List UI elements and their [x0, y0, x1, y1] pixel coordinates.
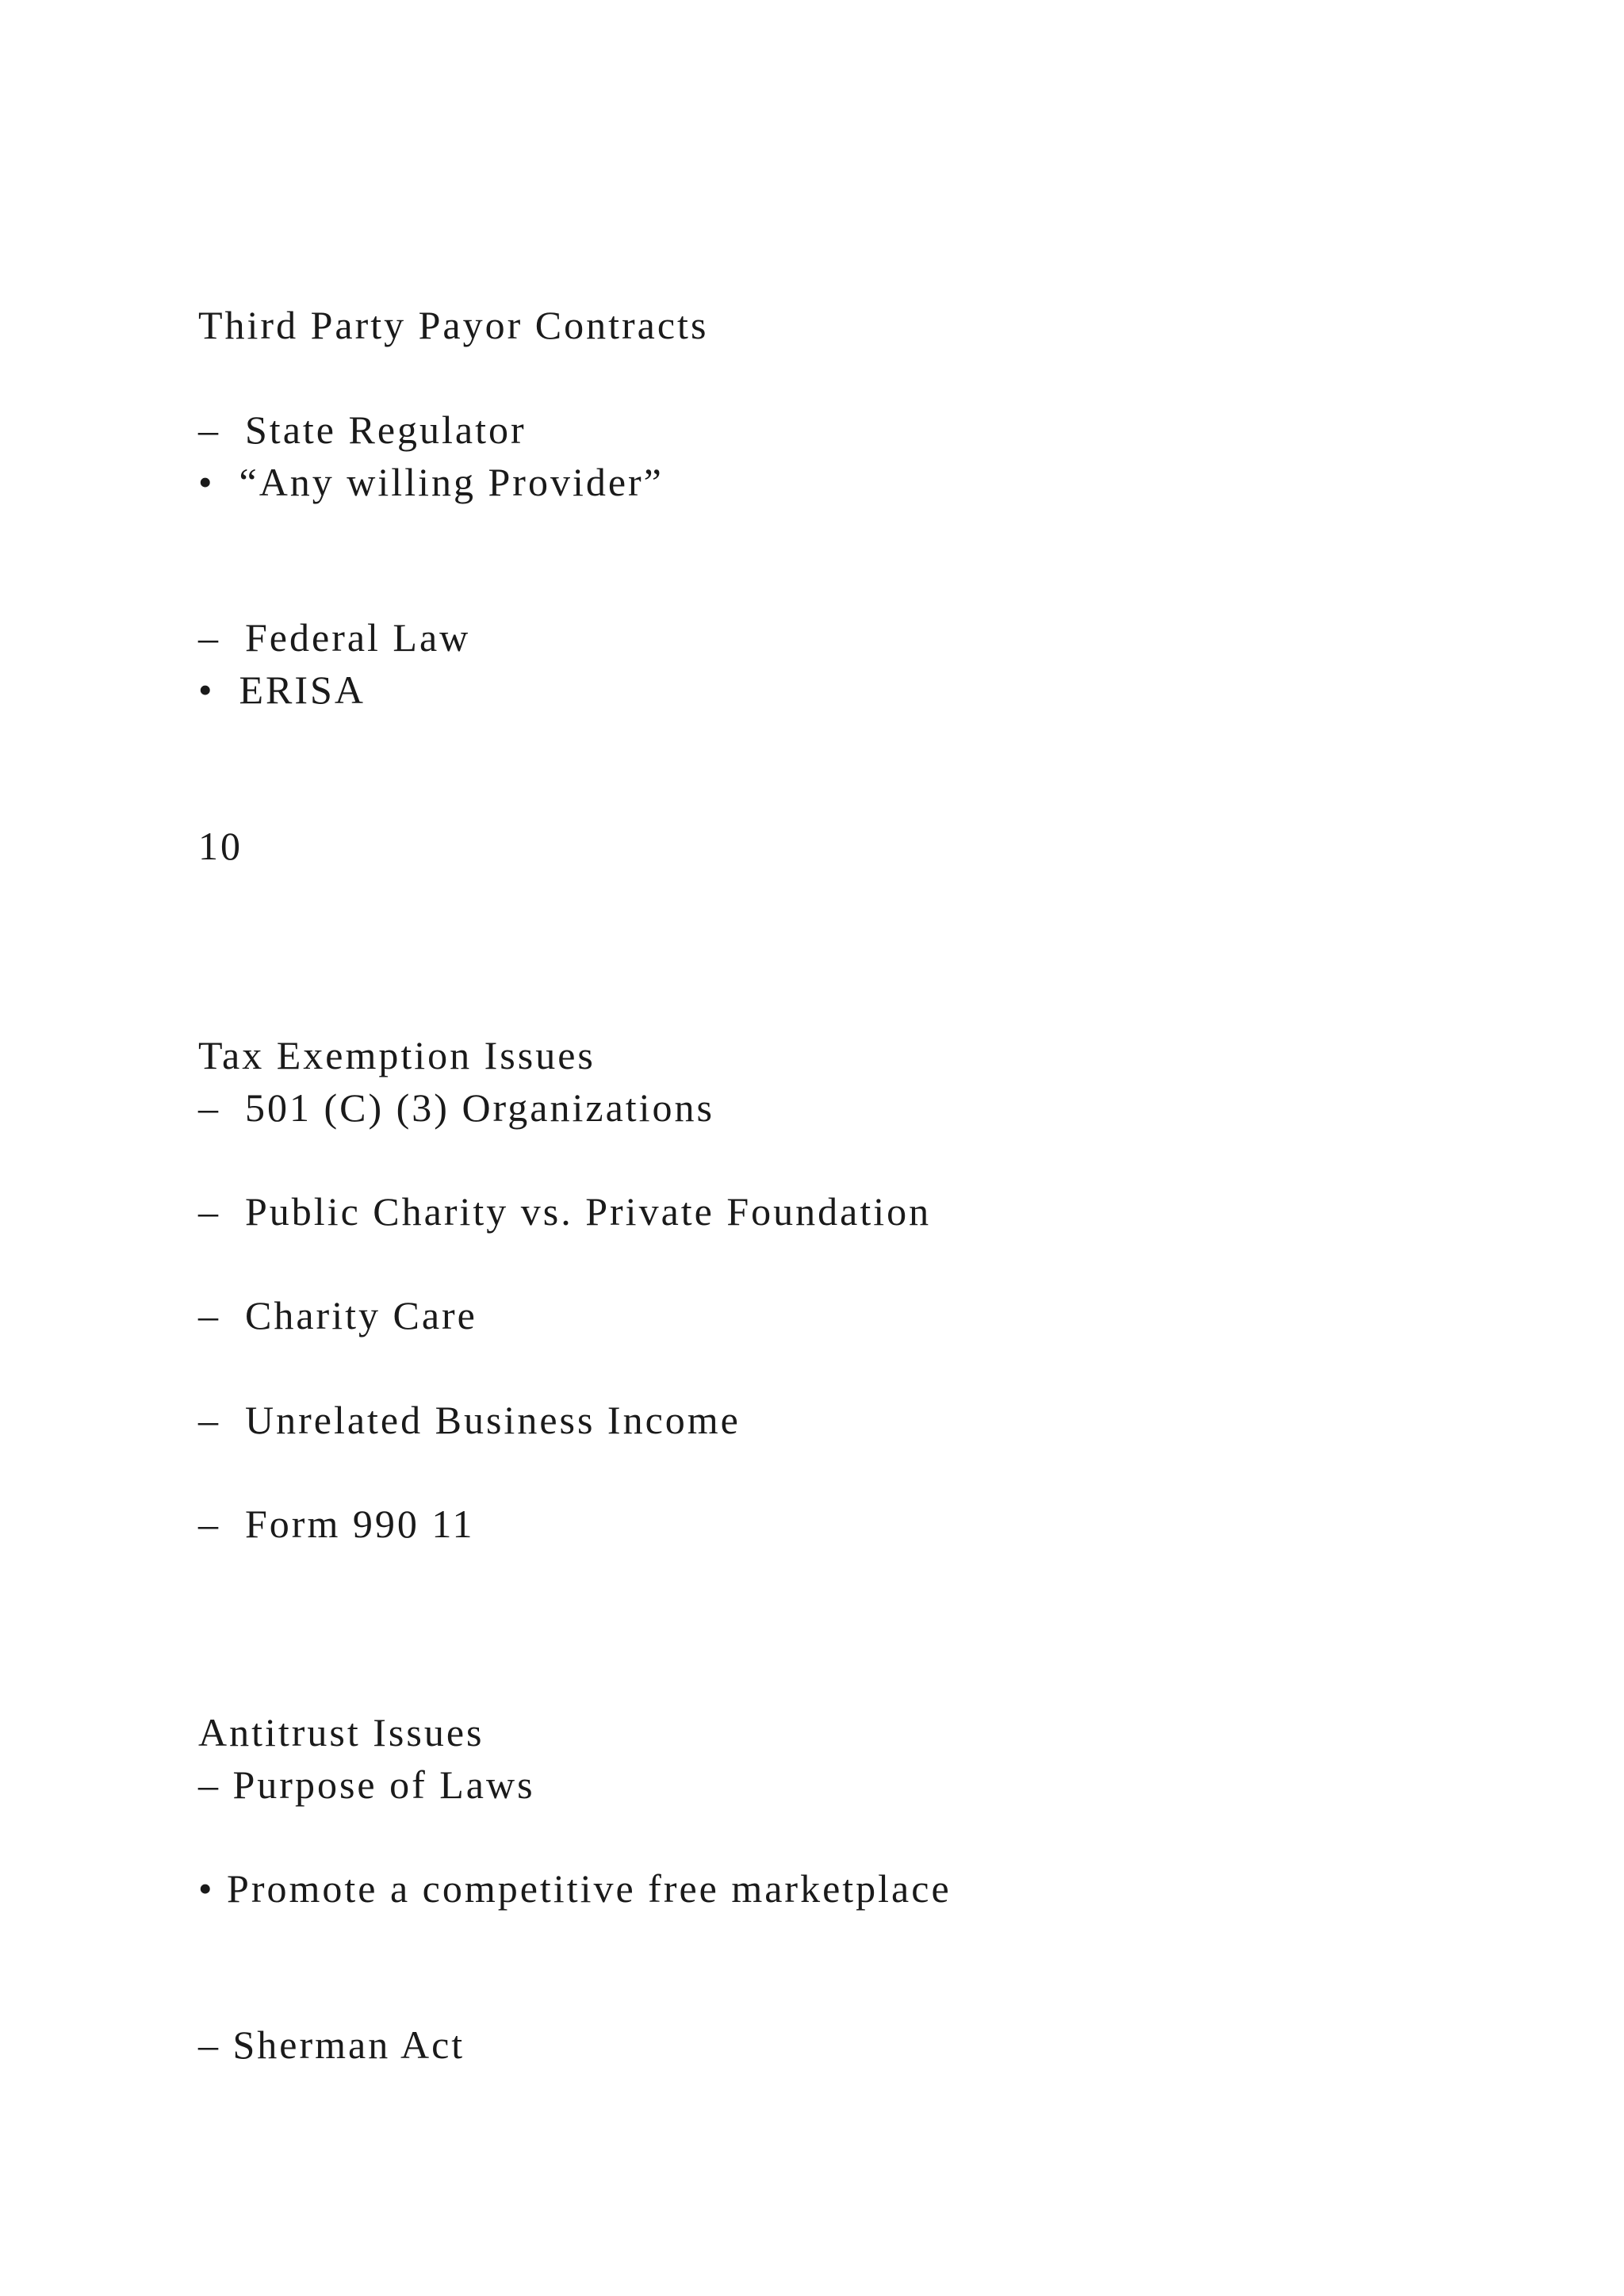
list-item-sherman-act: – Sherman Act	[198, 2022, 465, 2067]
section-heading-tax-exemption-issues: Tax Exemption Issues	[198, 1033, 596, 1077]
list-item-federal-law: – Federal Law	[198, 615, 471, 660]
list-item-charity-care: – Charity Care	[198, 1293, 477, 1337]
list-item-any-willing-provider: • “Any willing Provider”	[198, 460, 664, 504]
list-item-public-charity-vs-private-foundation: – Public Charity vs. Private Foundation	[198, 1189, 932, 1234]
list-item-state-regulator: – State Regulator	[198, 408, 527, 452]
section-heading-antitrust-issues: Antitrust Issues	[198, 1710, 485, 1755]
page-number: 10	[198, 824, 243, 868]
list-item-erisa: • ERISA	[198, 668, 366, 712]
list-item-unrelated-business-income: – Unrelated Business Income	[198, 1398, 741, 1442]
list-item-501c3-organizations: – 501 (C) (3) Organizations	[198, 1085, 715, 1130]
list-item-purpose-of-laws: – Purpose of Laws	[198, 1762, 535, 1807]
list-item-promote-competitive-marketplace: • Promote a competitive free marketplace	[198, 1866, 952, 1911]
section-heading-third-party-payor-contracts: Third Party Payor Contracts	[198, 303, 709, 347]
list-item-form-990: – Form 990 11	[198, 1502, 475, 1546]
